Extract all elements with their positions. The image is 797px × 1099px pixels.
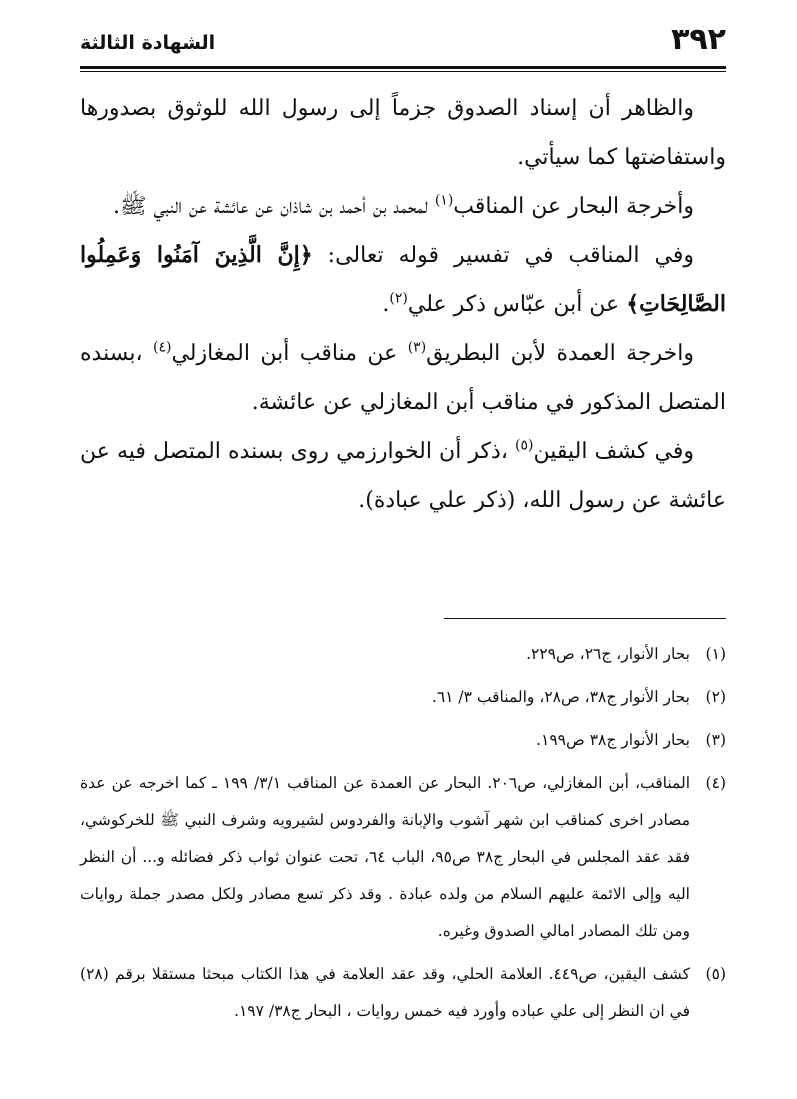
paragraph-5-text-a: وفي كشف اليقين (533, 439, 694, 464)
paragraph-2-text-b: لمحمد بن أحمد بن شاذان عن عائشة عن النبي ﷺ. (112, 194, 435, 219)
running-title: الشهادة الثالثة (80, 32, 216, 54)
header-rule-thin (80, 71, 726, 72)
paragraph-3-text-c: . (382, 292, 390, 317)
footnote-2 (80, 679, 726, 716)
paragraph-4 (80, 329, 726, 427)
footnote-1 (80, 636, 726, 673)
footnote-text: بحار الأنوار ج٣٨ ص١٩٩. (536, 731, 690, 749)
footnote-text: بحار الأنوار ج٣٨، ص٢٨، والمناقب ٣/ ٦١. (431, 688, 690, 706)
paragraph-3 (80, 231, 726, 329)
footnote-separator (444, 618, 726, 619)
paragraph-5 (80, 427, 726, 525)
footnote-4 (80, 765, 726, 950)
footnote-ref-5[interactable]: (٥) (515, 437, 534, 454)
paragraph-4-text-c: ،بسنده المتصل المذكور في مناقب أبن المغازلي عن عائشة. (80, 341, 726, 415)
footnote-text: المناقب، أبن المغازلي، ص٢٠٦. البحار عن العمدة عن المناقب ٣/١/ ١٩٩ ـ كما اخرجه عن عدة مصادر اخرى كمناقب ابن شهر آشوب والإبانة والفردوس لشيرويه وشرف النبي ﷺ للخركوشي، فقد عقد المجلس في البحار ج٣٨ ص٩٥، الباب ٦٤، تحت عنوان ثواب ذكر فضائله و... أن النظر اليه وإلى الائمة عليهم السلام من ولده عبادة . وقد ذكر تسع مصادر ولكل مصدر جملة روايات ومن تلك المصادر امالي الصدوق وغيره. (80, 774, 690, 940)
footnote-number: (٣) (705, 731, 726, 749)
footnote-number: (٤) (705, 774, 726, 792)
footnote-text: بحار الأنوار، ج٢٦، ص٢٢٩. (526, 645, 690, 663)
paragraph-4-text-a: واخرجة العمدة لأبن البطريق (426, 341, 694, 366)
paragraph-3-text-b: عن أبن عبّاس ذكر علي (407, 292, 627, 317)
quran-verse: ﴿إِنَّ الَّذِينَ آمَنُوا وَعَمِلُوا الصَّالِحَاتِ﴾ (80, 242, 726, 317)
paragraph-3-text-a: وفي المناقب في تفسير قوله تعالى: (312, 243, 694, 268)
footnote-5 (80, 956, 726, 1030)
footnote-number: (٥) (705, 965, 726, 983)
page-number: ٣٩٢ (671, 22, 726, 57)
footnotes (80, 636, 726, 1036)
paragraph-2-text-a: وأخرجة البحار عن المناقب (453, 194, 694, 219)
footnote-text: كشف اليقين، ص٤٤٩. العلامة الحلي، وقد عقد العلامة في هذا الكتاب مبحثا مستقلا برقم (٢٨) في ان النظر إلى علي عباده وأورد فيه خمس روايات ، البحار ج٣٨/ ١٩٧. (80, 965, 691, 1020)
footnote-ref-3[interactable]: (٣) (407, 339, 427, 356)
main-text (80, 84, 726, 525)
footnote-3 (80, 722, 726, 759)
header-rule (80, 66, 726, 69)
paragraph-1: والظاهر أن إسناد الصدوق جزماً إلى رسول الله للوثوق بصدورها واستفاضتها كما سيأتي. (80, 96, 726, 170)
footnote-ref-2[interactable]: (٢) (389, 290, 408, 307)
paragraph-2 (80, 182, 726, 231)
footnote-number: (٢) (705, 688, 726, 706)
page-header (80, 22, 726, 66)
paragraph-4-text-b: عن مناقب أبن المغازلي (171, 341, 408, 366)
footnote-number: (١) (705, 645, 726, 663)
paragraph-5-text-b: ،ذكر أن الخوارزمي روى بسنده المتصل فيه عن عائشة عن رسول الله، (ذكر علي عبادة). (80, 439, 726, 513)
footnote-ref-1[interactable]: (١) (434, 192, 454, 209)
footnote-ref-4[interactable]: (٤) (152, 339, 172, 356)
